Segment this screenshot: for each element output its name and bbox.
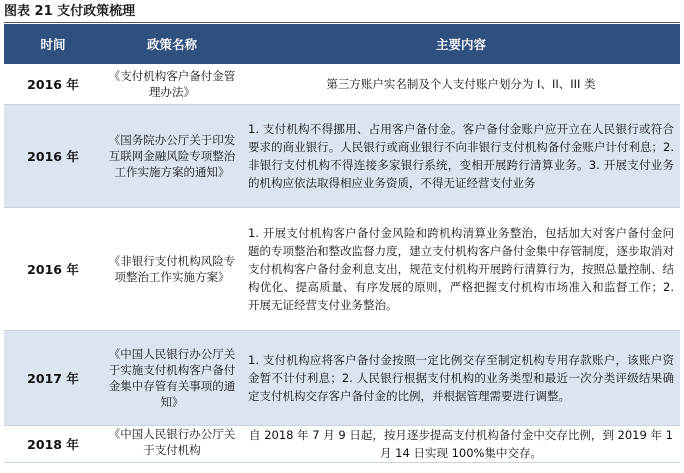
row-year: 2016 年 <box>4 208 102 331</box>
row-content: 第三方账户实名制及个人支付账户划分为 I、II、III 类 <box>242 64 680 105</box>
header-content: 主要内容 <box>242 24 680 64</box>
row-content: 1. 开展支付机构客户备付金风险和跨机构清算业务整治，包括加大对客户备付金问题的专项整治和整改监督力度，建立支付机构客户备付金集中存管制度，逐步取消对支付机构客户备付金利息支出，规范支付机构开展跨行清算行为，按照总量控制、结构优化、提高质量、有序发展的原则，严格把握支付机构市场准入和监督工作；2. 开展无证经营支付业务整治。 <box>242 208 680 331</box>
table-row <box>4 64 680 105</box>
table-header <box>4 24 680 64</box>
policy-table <box>4 24 680 463</box>
row-year: 2017 年 <box>4 331 102 426</box>
table-row <box>4 331 680 426</box>
table-row <box>4 208 680 331</box>
row-year: 2016 年 <box>4 64 102 105</box>
header-year: 时间 <box>4 24 102 64</box>
title-rule <box>4 22 680 23</box>
row-content: 1. 支付机构应将客户备付金按照一定比例交存至制定机构专用存款账户，该账户资金暂不计付利息；2. 人民银行根据支付机构的业务类型和最近一次分类评级结果确定支付机构交存客户备付金的比例，并根据管理需要进行调整。 <box>242 331 680 426</box>
row-policy: 《国务院办公厅关于印发互联网金融风险专项整治工作实施方案的通知》 <box>102 105 242 208</box>
header-policy: 政策名称 <box>102 24 242 64</box>
row-content: 1. 支付机构不得挪用、占用客户备付金。客户备付金账户应开立在人民银行或符合要求的商业银行。人民银行或商业银行不向非银行支付机构备付金账户计付利息；2. 非银行支付机构不得连接多家银行系统，变相开展跨行清算业务。3. 开展支付业务的机构应依法取得相应业务资质，不得无证经营支付业务 <box>242 105 680 208</box>
row-policy: 《支付机构客户备付金管理办法》 <box>102 64 242 105</box>
row-year: 2016 年 <box>4 105 102 208</box>
row-policy: 《中国人民银行办公厅关于支付机构 <box>102 426 242 463</box>
figure-title: 图表 21 支付政策梳理 <box>4 4 136 19</box>
row-policy: 《非银行支付机构风险专项整治工作实施方案》 <box>102 208 242 331</box>
table-row <box>4 105 680 208</box>
row-year: 2018 年 <box>4 426 102 463</box>
table-row <box>4 426 680 463</box>
row-policy: 《中国人民银行办公厅关于实施支付机构客户备付金集中存管有关事项的通知》 <box>102 331 242 426</box>
row-content: 自 2018 年 7 月 9 日起，按月逐步提高支付机构备付金中交存比例，到 2019 年 1 月 14 日实现 100%集中交存。 <box>242 426 680 463</box>
